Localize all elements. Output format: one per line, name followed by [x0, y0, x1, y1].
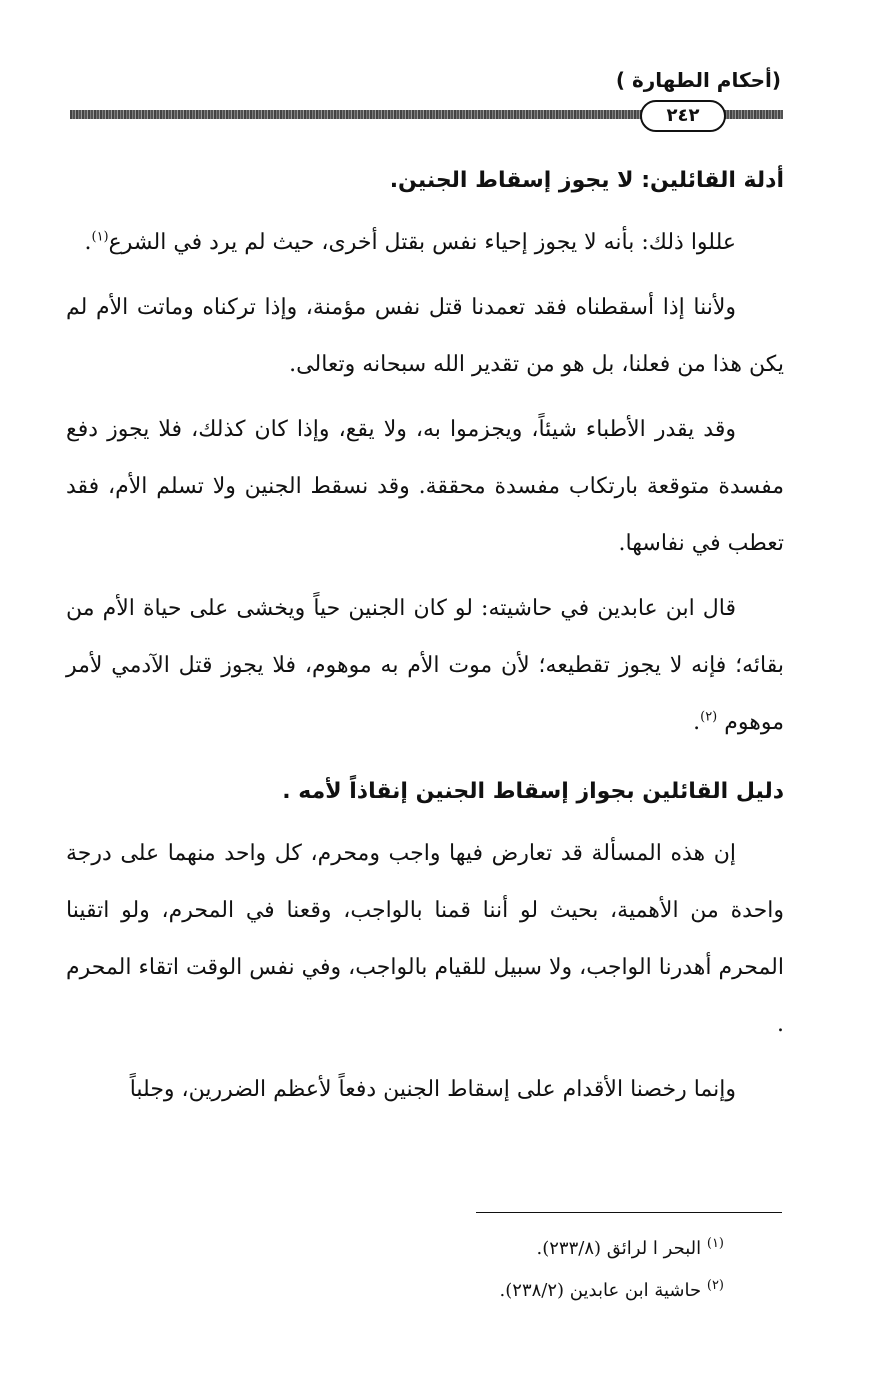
- footnote-text: البحر ا لرائق (٢٣٣/٨).: [536, 1238, 702, 1259]
- page-body: [66, 148, 784, 1126]
- paragraph-text: قال ابن عابدين في حاشيته: لو كان الجنين حياً ويخشى على حياة الأم من بقائه؛ فإنه لا يجوز تقطيعه؛ لأن موت الأم به موهوم، فلا يجوز قتل الآدمي لأمر موهوم: [66, 596, 784, 735]
- paragraph: وإنما رخصنا الأقدام على إسقاط الجنين دفعاً لأعظم الضررين، وجلباً: [129, 1077, 736, 1102]
- footnote-separator: [476, 1212, 782, 1213]
- paragraph-end: .: [693, 710, 701, 735]
- paragraph: وقد يقدر الأطباء شيئاً، ويجزموا به، ولا يقع، وإذا كان كذلك، فلا يجوز دفع مفسدة متوقعة بارتكاب مفسدة محققة. وقد نسقط الجنين ولا تسلم الأم، فقد تعطب في نفاسها.: [66, 417, 784, 556]
- page-number: ٢٤٢: [640, 100, 726, 132]
- footnote-text: حاشية ابن عابدين (٢٣٨/٢).: [499, 1280, 702, 1301]
- section-heading: أدلة القائلين: لا يجوز إسقاط الجنين.: [389, 168, 784, 193]
- footnote-marker: (١): [706, 1236, 724, 1251]
- paragraph-end: .: [84, 230, 92, 255]
- paragraph: إن هذه المسألة قد تعارض فيها واجب ومحرم، كل واحد منهما على درجة واحدة من الأهمية، بحيث لو أننا قمنا بالواجب، وقعنا في المحرم، ولو اتقينا المحرم أهدرنا الواجب، ولا سبيل للقيام بالواجب، وفي نفس الوقت اتقاء المحرم .: [66, 841, 784, 1037]
- footnote-ref: (٢): [700, 709, 718, 725]
- section-heading: دليل القائلين بجواز إسقاط الجنين إنقاذاً لأمه .: [282, 779, 784, 804]
- paragraph: ولأننا إذا أسقطناه فقد تعمدنا قتل نفس مؤمنة، وإذا تركناه وماتت الأم لم يكن هذا من فعلنا، بل هو من تقدير الله سبحانه وتعالى.: [66, 295, 784, 377]
- paragraph-text: عللوا ذلك: بأنه لا يجوز إحياء نفس بقتل أخرى، حيث لم يرد في الشرع: [108, 230, 736, 255]
- footnote: [66, 1270, 726, 1312]
- paragraph: [66, 214, 784, 271]
- footnotes: [66, 1228, 726, 1312]
- footnote: [66, 1228, 726, 1270]
- paragraph: [66, 580, 784, 751]
- footnote-ref: (١): [91, 229, 109, 245]
- running-title: (أحكام الطهارة ): [615, 68, 781, 92]
- footnote-marker: (٢): [706, 1278, 724, 1293]
